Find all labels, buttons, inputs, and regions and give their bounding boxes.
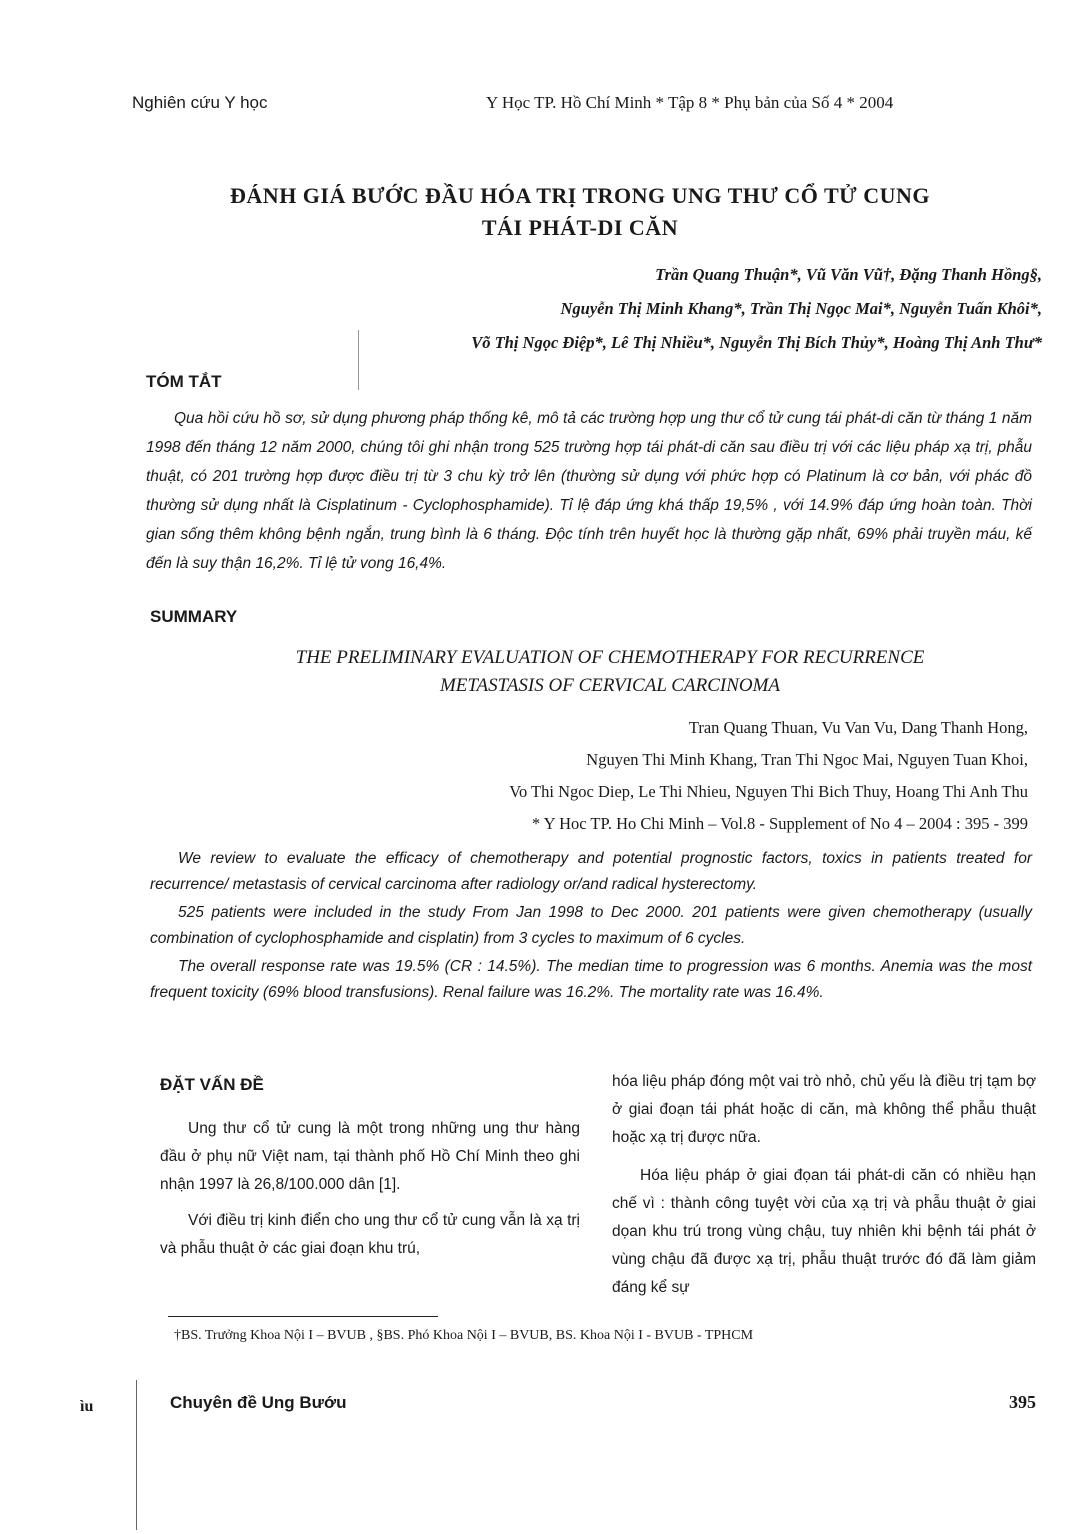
body-column-right bbox=[612, 1068, 1036, 1312]
running-header-left: Nghiên cứu Y học bbox=[132, 93, 268, 112]
body-left-para-2: Với điều trị kinh điển cho ung thư cổ tử cung vẫn là xạ trị và phẫu thuật ở các giai đoạn khu trú, bbox=[160, 1212, 580, 1257]
summary-author-line-3: Vo Thi Ngoc Diep, Le Thi Nhieu, Nguyen Thi Bich Thuy, Hoang Thi Anh Thu bbox=[509, 782, 1028, 801]
summary-heading: SUMMARY bbox=[150, 607, 238, 626]
tom-tat-abstract bbox=[146, 404, 1032, 578]
article-title bbox=[150, 180, 1010, 244]
author-line-1: Trần Quang Thuận*, Vũ Văn Vũ†, Đặng Thanh Hồng§, bbox=[655, 265, 1042, 284]
tom-tat-heading: TÓM TẮT bbox=[146, 372, 222, 391]
footnote: †BS. Trưởng Khoa Nội I – BVUB , §BS. Phó Khoa Nội I – BVUB, BS. Khoa Nội I - BVUB - TPHCM bbox=[174, 1328, 754, 1343]
summary-title-line-1: THE PRELIMINARY EVALUATION OF CHEMOTHERAPY FOR RECURRENCE bbox=[295, 647, 925, 668]
article-title-line-1: ĐÁNH GIÁ BƯỚC ĐẦU HÓA TRỊ TRONG UNG THƯ CỔ TỬ CUNG bbox=[230, 183, 930, 208]
summary-para-2: 525 patients were included in the study From Jan 1998 to Dec 2000. 201 patients were given chemotherapy (usually combination of cyclophosphamide and cisplatin) from 3 cycles to maximum of 6 cycles. bbox=[150, 904, 1032, 947]
dat-van-de-heading: ĐẶT VẤN ĐỀ bbox=[160, 1075, 264, 1094]
margin-mark: ìu bbox=[80, 1398, 94, 1415]
body-right-para-1: hóa liệu pháp đóng một vai trò nhỏ, chủ yếu là điều trị tạm bợ ở giai đoạn tái phát hoặc di căn, mà không thể phẫu thuật hoặc xạ trị được nữa. bbox=[612, 1073, 1036, 1146]
summary-title bbox=[200, 644, 1020, 700]
summary-author-line-1: Tran Quang Thuan, Vu Van Vu, Dang Thanh Hong, bbox=[688, 718, 1028, 737]
author-line-3: Võ Thị Ngọc Điệp*, Lê Thị Nhiều*, Nguyễn Thị Bích Thủy*, Hoàng Thị Anh Thư* bbox=[471, 333, 1042, 352]
page-number: 395 bbox=[1009, 1392, 1036, 1412]
scan-artifact-line bbox=[358, 330, 359, 390]
author-list bbox=[242, 258, 1042, 360]
body-column-left bbox=[160, 1115, 580, 1271]
running-header-right: Y Học TP. Hồ Chí Minh * Tập 8 * Phụ bản của Số 4 * 2004 bbox=[486, 93, 894, 112]
summary-title-line-2: METASTASIS OF CERVICAL CARCINOMA bbox=[439, 675, 781, 696]
citation: * Y Hoc TP. Ho Chi Minh – Vol.8 - Supplement of No 4 – 2004 : 395 - 399 bbox=[531, 814, 1028, 833]
footer-section-name: Chuyên đề Ung Bướu bbox=[170, 1393, 347, 1412]
body-left-para-1: Ung thư cổ tử cung là một trong những ung thư hàng đầu ở phụ nữ Việt nam, tại thành phố Hồ Chí Minh theo ghi nhận 1997 là 26,8/100.000 dân [1]. bbox=[160, 1120, 580, 1193]
summary-author-list bbox=[268, 712, 1028, 840]
scan-edge-line bbox=[136, 1380, 137, 1530]
tom-tat-text: Qua hồi cứu hồ sơ, sử dụng phương pháp thống kê, mô tả các trường hợp ung thư cổ tử cung tái phát-di căn từ tháng 1 năm 1998 đến tháng 12 năm 2000, chúng tôi ghi nhận trong 525 trường hợp tái phát-di căn sau điều trị với các liệu pháp xạ trị, phẫu thuật, có 201 trường hợp được điều trị từ 3 chu kỳ trở lên (thường sử dụng với phức hợp có Platinum là cơ bản, với phác đồ thường sử dụng nhất là Cisplatinum - Cyclophosphamide). Tỉ lệ đáp ứng khá thấp 19,5% , với 14.9% đáp ứng hoàn toàn. Thời gian sống thêm không bệnh ngắn, trung bình là 6 tháng. Độc tính trên huyết học là thường gặp nhất, 69% phải truyền máu, kế đến là suy thận 16,2%. Tỉ lệ tử vong 16,4%. bbox=[146, 410, 1032, 572]
summary-para-1: We review to evaluate the efficacy of chemotherapy and potential prognostic factors, toxics in patients treated for recurrence/ metastasis of cervical carcinoma after radiology or/and radical hysterectomy. bbox=[150, 850, 1032, 893]
footnote-rule bbox=[168, 1316, 438, 1317]
article-title-line-2: TÁI PHÁT-DI CĂN bbox=[481, 215, 679, 240]
summary-abstract bbox=[150, 846, 1032, 1008]
summary-para-3: The overall response rate was 19.5% (CR : 14.5%). The median time to progression was 6 months. Anemia was the most frequent toxicity (69% blood transfusions). Renal failure was 16.2%. The mortality rate was 16.4%. bbox=[150, 958, 1032, 1001]
body-right-para-2: Hóa liệu pháp ở giai đọan tái phát-di căn có nhiều hạn chế vì : thành công tuyệt vời của xạ trị và phẫu thuật ở giai dọan khu trú trong vùng chậu, tuy nhiên khi bệnh tái phát ở vùng chậu đã được xạ trị, phẫu thuật trước đó đã làm giảm đáng kể sự bbox=[612, 1167, 1036, 1296]
summary-author-line-2: Nguyen Thi Minh Khang, Tran Thi Ngoc Mai, Nguyen Tuan Khoi, bbox=[586, 750, 1028, 769]
author-line-2: Nguyễn Thị Minh Khang*, Trần Thị Ngọc Mai*, Nguyễn Tuấn Khôi*, bbox=[560, 299, 1042, 318]
